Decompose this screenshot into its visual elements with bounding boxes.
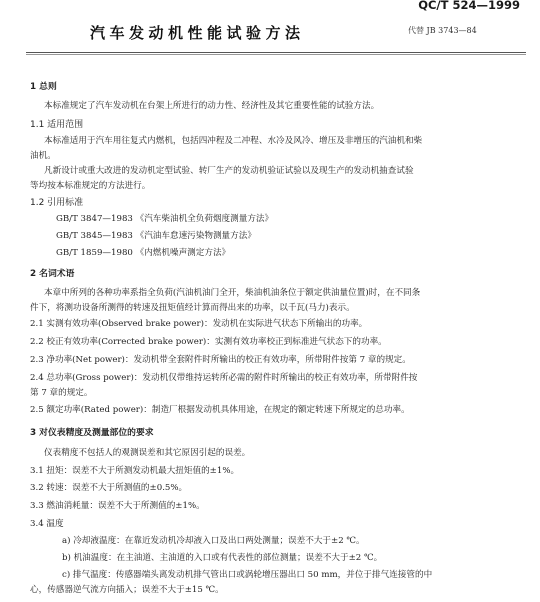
text-line: 2.1 实测有效功率(Observed brake power)：发动机在实际进气状态下所输出的功率。 xyxy=(30,319,368,329)
text-line: 1.2 引用标准 xyxy=(30,198,84,208)
text-line: 心，传感器逆气流方向插入；误差不大于±15 ℃。 xyxy=(30,585,224,595)
text-line: 3.3 燃油消耗量：误差不大于所测值的±1%。 xyxy=(30,501,205,511)
text-line: GB/T 3845—1983 《汽油车怠速污染物测量方法》 xyxy=(56,231,256,241)
header-rule-secondary xyxy=(26,54,526,55)
text-line: b) 机油温度：在主油道、主油道的入口或有代表性的部位测量；误差不大于±2 ℃。 xyxy=(62,553,383,563)
standard-number: QC/T 524—1999 xyxy=(418,0,520,12)
text-line: 2.2 校正有效功率(Corrected brake power)：实测有效功率校正到标准进气状态下的功率。 xyxy=(30,337,387,347)
text-line: a) 冷却液温度：在靠近发动机冷却液入口及出口两处测量；误差不大于±2 ℃。 xyxy=(62,536,365,546)
text-line: c) 排气温度：传感器端头离发动机排气管出口或涡轮增压器出口 50 mm，并位于排气连接管的中 xyxy=(62,570,433,580)
header-rule xyxy=(26,52,526,53)
text-line: 3.2 转速：误差不大于所测值的±0.5%。 xyxy=(30,483,188,493)
text-line: 件下，将测功设备所测得的转速及扭矩值经计算而得出来的功率，以千瓦(马力)表示。 xyxy=(30,303,355,313)
text-line: 2.5 额定功率(Rated power)：制造厂根据发动机具体用途，在规定的额定转速下所规定的总功率。 xyxy=(30,405,410,415)
text-line: 本标准规定了汽车发动机在台架上所进行的动力性、经济性及其它重要性能的试验方法。 xyxy=(44,101,380,111)
text-line: 等均按本标准规定的方法进行。 xyxy=(30,181,151,191)
text-line: 2.3 净功率(Net power)：发动机带全套附件时所输出的校正有效功率，所带附件按第 7 章的规定。 xyxy=(30,355,411,365)
section-heading: 1 总则 xyxy=(30,82,57,92)
text-line: 油机。 xyxy=(30,151,56,161)
text-line: 本标准适用于汽车用往复式内燃机，包括四冲程及二冲程、水冷及风冷、增压及非增压的汽油机和柴 xyxy=(44,136,423,146)
section-heading: 3 对仪表精度及测量部位的要求 xyxy=(30,428,154,438)
text-line: 本章中所列的各种功率系指全负荷(汽油机油门全开，柴油机油条位于额定供油量位置)时，在不同条 xyxy=(44,288,421,298)
section-heading: 2 名词术语 xyxy=(30,269,75,279)
text-line: GB/T 3847—1983 《汽车柴油机全负荷烟度测量方法》 xyxy=(56,214,274,224)
text-line: 第 7 章的规定。 xyxy=(30,388,93,398)
replaces-standard: 代替 JB 3743—84 xyxy=(408,26,477,35)
document-title: 汽车发动机性能试验方法 xyxy=(90,24,305,42)
text-line: 3.4 温度 xyxy=(30,519,64,529)
text-line: 凡新设计或重大改进的发动机定型试验、转厂生产的发动机验证试验以及现生产的发动机抽查试验 xyxy=(44,166,414,176)
text-line: 仪表精度不包括人的观测误差和其它原因引起的误差。 xyxy=(44,448,251,458)
text-line: GB/T 1859—1980 《内燃机噪声测定方法》 xyxy=(56,248,231,258)
text-line: 1.1 适用范围 xyxy=(30,120,84,130)
text-line: 3.1 扭矩：误差不大于所测发动机最大扭矩值的±1%。 xyxy=(30,466,240,476)
text-line: 2.4 总功率(Gross power)：发动机仅带维持运转所必需的附件时所输出的校正有效功率，所带附件按 xyxy=(30,373,418,383)
